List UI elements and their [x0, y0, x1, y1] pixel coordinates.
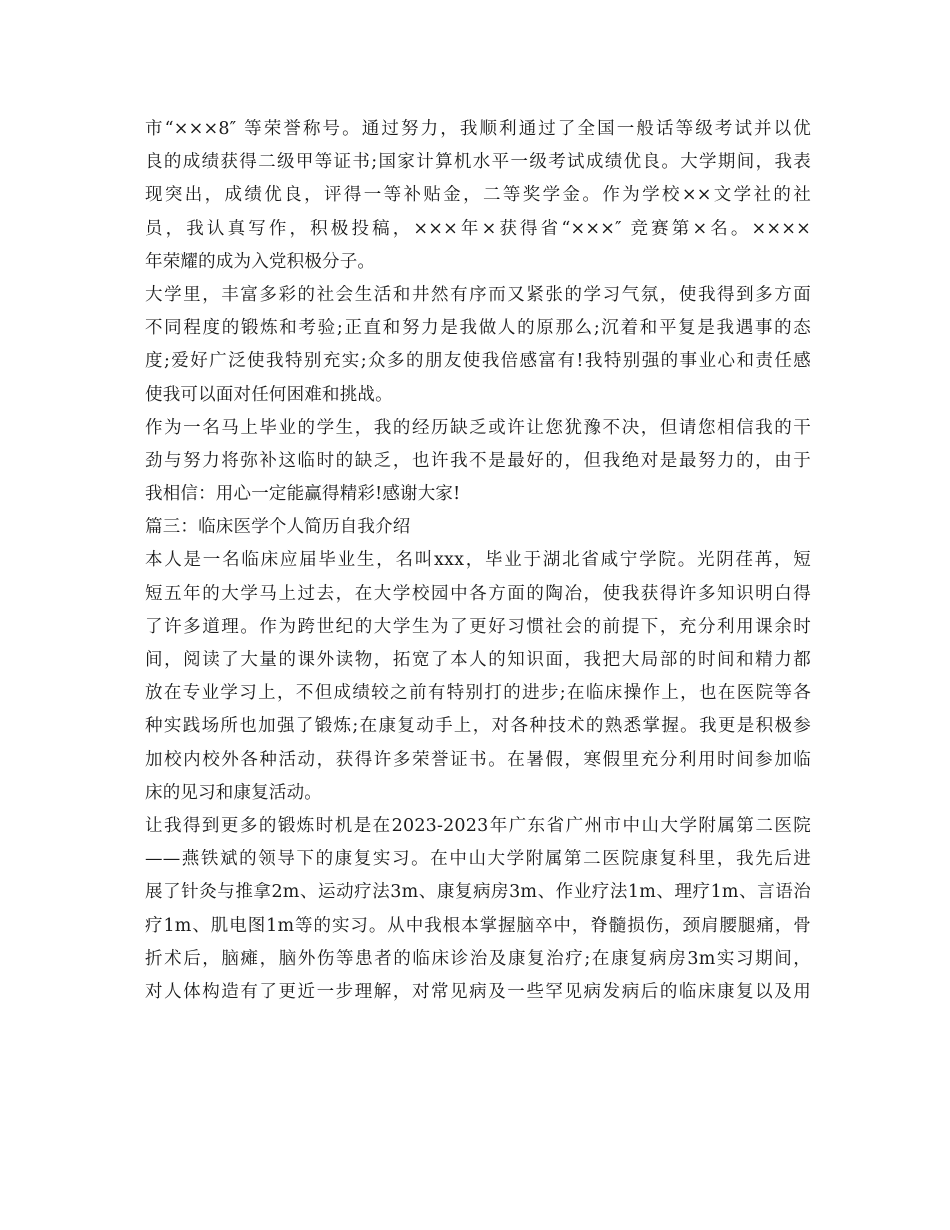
- text-line: ——燕铁斌的领导下的康复实习。在中山大学附属第二医院康复科里，我先后进: [145, 849, 811, 870]
- text-line: 放在专业学习上，不但成绩较之前有特别打的进步;在临床操作上，也在医院等各: [145, 683, 811, 704]
- text-line: 了许多道理。作为跨世纪的大学生为了更好习惯社会的前提下，充分利用课余时: [145, 616, 811, 637]
- text-line: 不同程度的锻炼和考验;正直和努力是我做人的原那么;沉着和平复是我遇事的态: [145, 318, 811, 339]
- text-line: 篇三：临床医学个人简历自我介绍: [145, 517, 411, 538]
- document-body: [145, 113, 811, 1009]
- text-line: 加校内校外各种活动，获得许多荣誉证书。在暑假，寒假里充分利用时间参加临: [145, 749, 811, 770]
- text-line: 疗1m、肌电图1m等的实习。从中我根本掌握脑卒中，脊髓损伤，颈肩腰腿痛，骨: [145, 915, 811, 936]
- text-line: 现突出，成绩优良，评得一等补贴金，二等奖学金。作为学校××文学社的社: [145, 185, 811, 206]
- text-line: 床的见习和康复活动。: [145, 782, 322, 803]
- text-line: 良的成绩获得二级甲等证书;国家计算机水平一级考试成绩优良。大学期间，我表: [145, 152, 811, 173]
- text-line: 大学里，丰富多彩的社会生活和井然有序而又紧张的学习气氛，使我得到多方面: [145, 284, 811, 305]
- text-line: 员，我认真写作，积极投稿，×××年×获得省“×××″ 竞赛第×名。××××: [145, 218, 811, 239]
- text-line: 劲与努力将弥补这临时的缺乏，也许我不是最好的，但我绝对是最努力的，由于: [145, 450, 811, 471]
- text-line: 本人是一名临床应届毕业生，名叫xxx，毕业于湖北省咸宁学院。光阴荏苒，短: [145, 550, 811, 571]
- text-line: 展了针灸与推拿2m、运动疗法3m、康复病房3m、作业疗法1m、理疗1m、言语治: [145, 882, 811, 903]
- text-line: 度;爱好广泛使我特别充实;众多的朋友使我倍感富有!我特别强的事业心和责任感: [145, 351, 811, 372]
- text-line: 短五年的大学马上过去，在大学校园中各方面的陶冶，使我获得许多知识明白得: [145, 583, 811, 604]
- text-line: 种实践场所也加强了锻炼;在康复动手上，对各种技术的熟悉掌握。我更是积极参: [145, 716, 811, 737]
- text-line: 市“×××8″ 等荣誉称号。通过努力，我顺利通过了全国一般话等级考试并以优: [145, 119, 811, 139]
- text-line: 作为一名马上毕业的学生，我的经历缺乏或许让您犹豫不决，但请您相信我的干: [145, 417, 811, 438]
- text-line: 使我可以面对任何困难和挑战。: [145, 384, 393, 405]
- text-line: 让我得到更多的锻炼时机是在2023-2023年广东省广州市中山大学附属第二医院: [145, 815, 811, 836]
- text-line: 间，阅读了大量的课外读物，拓宽了本人的知识面，我把大局部的时间和精力都: [145, 650, 811, 670]
- text-line: 年荣耀的成为入党积极分子。: [145, 251, 376, 272]
- text-line: 对人体构造有了更近一步理解，对常见病及一些罕见病发病后的临床康复以及用: [145, 981, 811, 1002]
- text-line: 折术后，脑瘫，脑外伤等患者的临床诊治及康复治疗;在康复病房3m实习期间，: [145, 948, 811, 969]
- text-line: 我相信：用心一定能赢得精彩!感谢大家!: [145, 484, 461, 505]
